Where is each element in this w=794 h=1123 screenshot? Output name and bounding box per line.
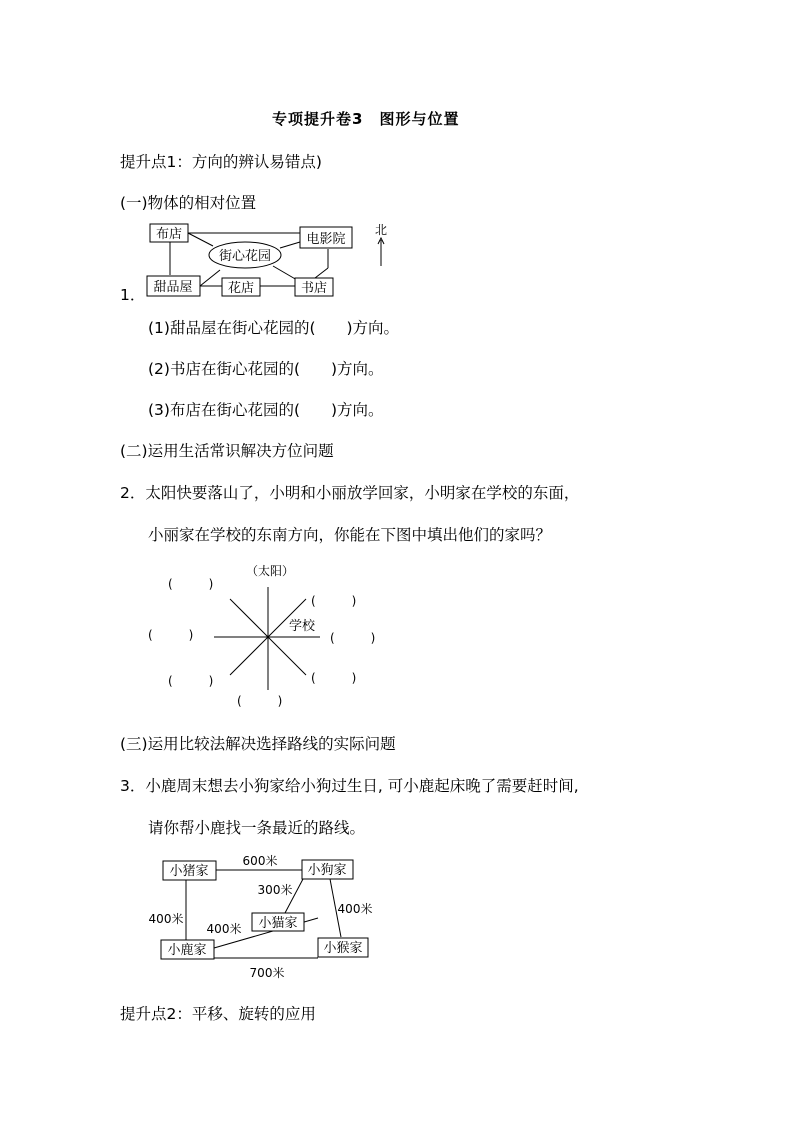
question1-item3: (3)布店在街心花园的( )方向。	[148, 401, 384, 419]
place-cinema: 电影院	[306, 232, 346, 247]
question1-number: 1．	[120, 286, 146, 304]
question2-line2: 小丽家在学校的东南方向，你能在下图中填出他们的家吗？	[148, 526, 552, 544]
section2-heading: (二)运用生活常识解决方位问题	[120, 442, 334, 460]
compass-diagram	[140, 558, 400, 713]
house-monkey: 小猴家	[323, 941, 363, 956]
place-bookstore: 书店	[300, 281, 328, 296]
house-cat: 小猫家	[258, 916, 298, 931]
question1-item2: (2)书店在街心花园的( )方向。	[148, 360, 384, 378]
place-budian: 布店	[155, 227, 183, 242]
house-dog: 小狗家	[307, 863, 347, 878]
blank-w: ( )	[148, 628, 194, 642]
sun-label: （太阳）	[245, 564, 295, 578]
route-diagram	[140, 850, 390, 985]
question3-line2: 请你帮小鹿找一条最近的路线。	[148, 819, 366, 837]
blank-sw: ( )	[168, 674, 214, 688]
point1-heading: 提升点1：方向的辨认易错点)	[120, 153, 322, 171]
point2-heading: 提升点2：平移、旋转的应用	[120, 1005, 316, 1023]
distance-dog-cat: 300米	[257, 883, 293, 897]
center-garden: 街心花园	[218, 249, 272, 264]
section3-heading: (三)运用比较法解决选择路线的实际问题	[120, 735, 396, 753]
distance-dog-monkey: 400米	[337, 902, 373, 916]
school-label: 学校	[288, 619, 316, 634]
blank-s: ( )	[237, 694, 283, 708]
place-flower: 花店	[227, 281, 255, 296]
blank-ne: ( )	[311, 594, 357, 608]
question1-item1: (1)甜品屋在街心花园的( )方向。	[148, 319, 400, 337]
house-deer: 小鹿家	[167, 943, 207, 958]
distance-deer-monkey: 700米	[249, 966, 285, 980]
blank-e: ( )	[330, 631, 376, 645]
question3-line1: 3．小鹿周末想去小狗家给小狗过生日, 可小鹿起床晚了需要赶时间,	[120, 777, 579, 795]
page-title: 专项提升卷3 图形与位置	[272, 110, 460, 128]
question2-line1: 2．太阳快要落山了，小明和小丽放学回家，小明家在学校的东面，	[120, 484, 580, 502]
blank-se: ( )	[311, 671, 357, 685]
section1-heading: (一)物体的相对位置	[120, 194, 257, 212]
map-diagram	[140, 218, 400, 303]
place-dessert: 甜品屋	[153, 280, 193, 295]
distance-pig-deer: 400米	[148, 912, 184, 926]
distance-pig-dog: 600米	[242, 854, 278, 868]
distance-deer-cat: 400米	[206, 922, 242, 936]
house-pig: 小猪家	[169, 864, 209, 879]
north-label: 北	[374, 223, 388, 237]
blank-nw: ( )	[168, 577, 214, 591]
